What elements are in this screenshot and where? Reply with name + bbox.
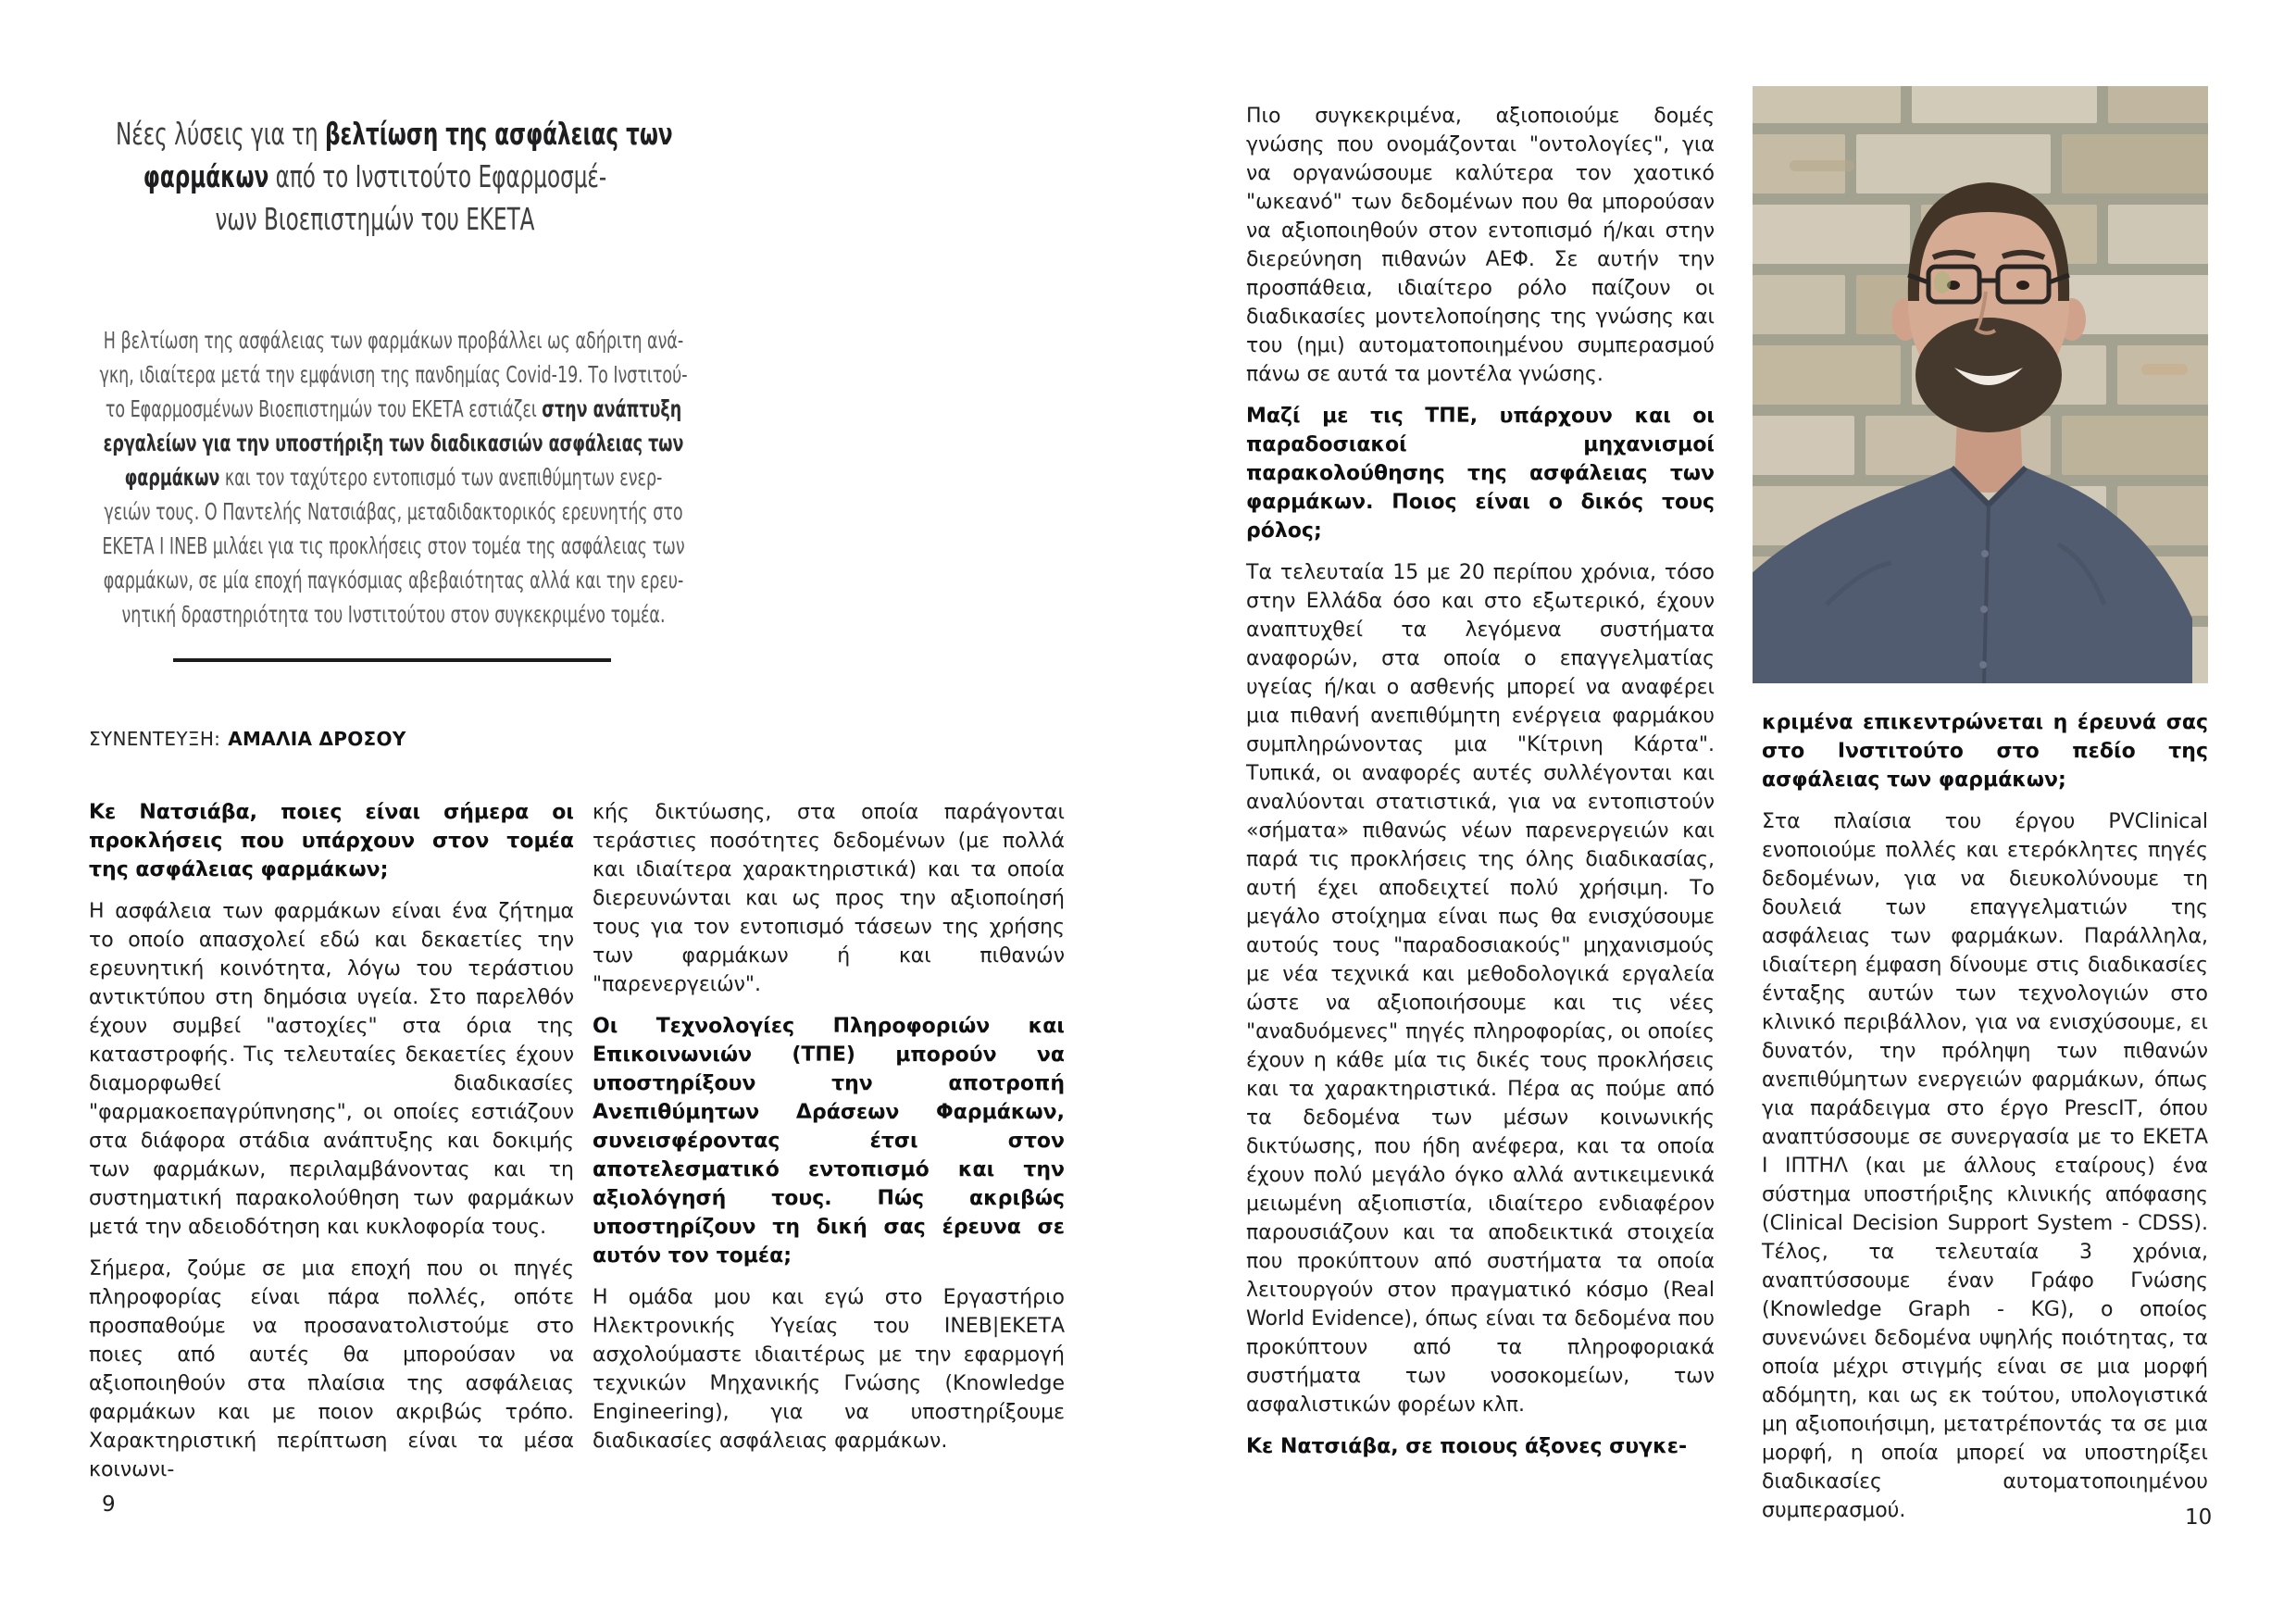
- paragraph: Τα τελευταία 15 με 20 περίπου χρόνια, τόσο στην Ελλάδα όσο και στο εξωτερικό, έχουν αναπτυχθεί τα λεγόμενα συστήματα αναφορών, στα οποία ο επαγγελματίας υγείας ή/και ο ασθενής μπορεί να αναφέρει μια πιθανή ανεπιθύμητη ενέργεια φαρμάκου συμπληρώνοντας μια "Κίτρινη Κάρτα". Τυπικά, οι αναφορές αυτές συλλέγονται και αναλύονται στατιστικά, για να εντοπιστούν «σήματα» πιθανώς νέων παρενεργειών και παρά τις προκλήσεις της όλης διαδικασίας, αυτή έχει αποδειχτεί πολύ χρήσιμη. Το μεγάλο στοίχημα είναι πως θα ενισχύσουμε αυτούς τους "παραδοσιακούς" μηχανισμούς με νέα τεχνικά και μεθοδολογικά εργαλεία ώστε να αξιοποιήσουμε και τις νέες "αναδυόμενες" πηγές πληροφορίας, οι οποίες έχουν η κάθε μία τις δικές τους προκλήσεις και τα χαρακτηριστικά. Πέρα ας πούμε από τα δεδομένα των μέσων κοινωνικής δικτύωσης, που ήδη ανέφερα, και τα οποία έχουν πολύ μεγάλο όγκο αλλά αντικειμενικά μειωμένη αξιοπιστία, ιδιαίτερο ενδιαφέρον παρουσιάζουν και τα αποδεικτικά στοιχεία που προκύπτουν από συστήματα τα οποία λειτουργούν στον πραγματικό κόσμο (Real World Evidence), όπως είναι τα δεδομένα που προκύπτουν από τα πληροφοριακά συστήματα των νοσοκομείων, των ασφαλιστικών φορέων κλπ.: [1246, 561, 1715, 1417]
- paragraph: Στα πλαίσια του έργου PVClinical ενοποιούμε πολλές και ετερόκλητες πηγές δεδομένων, για να διευκολύνουμε τη δουλειά των επαγγελματιών της ασφάλειας των φαρμάκων. Παράλληλα, ιδιαίτερη έμφαση δίνουμε στις διαδικασίες ένταξης αυτών των τεχνολογιών στο κλινικό περιβάλλον, για να ενισχύσουμε, ει δυνατόν, την πρόληψη των πιθανών ανεπιθύμητων ενεργειών φαρμάκων, όπως για παράδειγμα στο έργο PrescIT, όπου αναπτύσσουμε σε συνεργασία με το ΕΚΕΤΑ Ι ΙΠΤΗΛ (και με άλλους εταίρους) ένα σύστημα υποστήριξης κλινικής απόφασης (Clinical Decision Support System - CDSS). Τέλος, τα τελευταία 3 χρόνια, αναπτύσσουμε έναν Γράφο Γνώσης (Knowledge Graph - KG), ο οποίος συνενώνει δεδομένα υψηλής ποιότητας, τα οποία μέχρι στιγμής είναι σε μια μορφή αδόμητη, και ως εκ τούτου, υπολογιστικά μη αξιοποιήσιμη, μετατρέποντάς τα σε μια μορφή, η οποία μπορεί να υποστηρίξει διαδικασίες αυτοματοποιημένου συμπερασμού.: [1762, 810, 2208, 1522]
- column-1: [89, 798, 574, 1497]
- paragraph: Σήμερα, ζούμε σε μια εποχή που οι πηγές πληροφορίας είναι πάρα πολλές, οπότε προσπαθούμε να προσανατολιστούμε στο ποιες από αυτές θα μπορούσαν να αξιοποιηθούν στα πλαίσια της ασφάλειας φαρμάκων και με ποιον ακριβώς τρόπο. Χαρακτηριστική περίπτωση είναι τα μέσα κοινωνι-: [89, 1257, 574, 1481]
- question-heading: κριμένα επικεντρώνεται η έρευνά σας στο Ινστιτούτο στο πεδίο της ασφάλειας των φαρμάκων;: [1762, 711, 2208, 792]
- text-line: εργαλείων για την υποστήριξη των διαδικασιών ασφάλειας των: [103, 430, 684, 456]
- text-line: φαρμάκων, σε μία εποχή παγκόσμιας αβεβαιότητας αλλά και την ερευ-: [103, 567, 684, 593]
- lead-paragraph: [76, 323, 711, 631]
- paragraph: Πιο συγκεκριμένα, αξιοποιούμε δομές γνώσης που ονομάζονται "οντολογίες", για να οργανώσουμε καλύτερα τον χαοτικό "ωκεανό" των δεδομένων που θα μπορούσαν να αξιοποιηθούν στον εντοπισμό ή/και στην διερεύνηση πιθανών ΑΕΦ. Σε αυτήν την προσπάθεια, ιδιαίτερο ρόλο παίζουν οι διαδικασίες μοντελοποίησης της γνώσης και του (ημι) αυτοματοποιημένου συμπερασμού πάνω σε αυτά τα μοντέλα γνώσης.: [1246, 105, 1715, 386]
- text-line: φαρμάκων και τον ταχύτερο εντοπισμό των ανεπιθύμητων ενερ-: [124, 464, 663, 491]
- question-heading: Κε Νατσιάβα, ποιες είναι σήμερα οι προκλήσεις που υπάρχουν στον τομέα της ασφάλειας φαρμάκων;: [89, 801, 574, 881]
- text-line: το Εφαρμοσμένων Βιοεπιστημών του ΕΚΕΤΑ εστιάζει στην ανάπτυξη: [105, 395, 682, 422]
- byline-author: ΑΜΑΛΙΑ ΔΡΟΣΟΥ: [228, 728, 406, 750]
- question-heading: Οι Τεχνολογίες Πληροφοριών και Επικοινωνιών (ΤΠΕ) μπορούν να υποστηρίξουν την αποτροπή Ανεπιθύμητων Δράσεων Φαρμάκων, συνεισφέροντας έτσι στον αποτελεσματικό εντοπισμό και την αξιολόγησή τους. Πώς ακριβώς υποστηρίζουν τη δική σας έρευνα σε αυτόν τον τομέα;: [593, 1015, 1065, 1268]
- text-line: γειών τους. Ο Παντελής Νατσιάβας, μεταδιδακτορικός ερευνητής στο: [104, 498, 683, 525]
- text-line: Νέες λύσεις για τη βελτίωση της ασφάλειας των: [116, 116, 673, 152]
- text-line: νων Βιοεπιστημών του ΕΚΕΤΑ: [215, 201, 535, 237]
- text-line: Η βελτίωση της ασφάλειας των φαρμάκων προβάλλει ως αδήριτη ανά-: [103, 327, 684, 354]
- column-3: [1246, 102, 1715, 1474]
- question-heading: Κε Νατσιάβα, σε ποιους άξονες συγκε-: [1246, 1435, 1688, 1458]
- article-title: [116, 113, 673, 241]
- question-heading: Μαζί με τις ΤΠΕ, υπάρχουν και οι παραδοσιακοί μηχανισμοί παρακολούθησης της ασφάλειας των φαρμάκων. Ποιος είναι ο δικός τους ρόλος;: [1246, 405, 1715, 543]
- column-2: [593, 798, 1065, 1468]
- text-line: ΕΚΕΤΑ Ι ΙΝΕΒ μιλάει για τις προκλήσεις στον τομέα της ασφάλειας των: [102, 532, 685, 559]
- column-4: [1762, 708, 2208, 1538]
- byline: [89, 728, 406, 750]
- portrait-photo: [1753, 86, 2208, 683]
- divider-rule: [173, 658, 611, 662]
- page-number-left: 9: [102, 1493, 116, 1517]
- byline-label: ΣΥΝΕΝΤΕΥΞΗ:: [89, 728, 221, 750]
- text-line: φαρμάκων από το Ινστιτούτο Εφαρμοσμέ-: [143, 158, 607, 194]
- paragraph: Η ομάδα μου και εγώ στο Εργαστήριο Ηλεκτρονικής Υγείας του ΙΝΕΒ|ΕΚΕΤΑ ασχολούμαστε ιδιαιτέρως με την εφαρμογή τεχνικών Μηχανικής Γνώσης (Knowledge Engineering), για να υποστηρίξουμε διαδικασίες ασφάλειας φαρμάκων.: [593, 1286, 1065, 1453]
- page-number-right: 10: [2185, 1505, 2213, 1530]
- paragraph: κής δικτύωσης, στα οποία παράγονται τεράστιες ποσότητες δεδομένων (με πολλά και ιδιαίτερα χαρακτηριστικά) και τα οποία διερευνώνται και ως προς την αξιοποίησή τους για τον εντοπισμό τάσεων της χρήσης των φαρμάκων ή και πιθανών "παρενεργειών".: [593, 801, 1065, 996]
- text-line: γκη, ιδιαίτερα μετά την εμφάνιση της πανδημίας Covid-19. Το Ινστιτού-: [99, 361, 688, 388]
- paragraph: Η ασφάλεια των φαρμάκων είναι ένα ζήτημα το οποίο απασχολεί εδώ και δεκαετίες την ερευνητική κοινότητα, λόγω του τεράστιου αντικτύπου στη δημόσια υγεία. Στο παρελθόν έχουν συμβεί "αστοχίες" στα όρια της καταστροφής. Τις τελευταίες δεκαετίες έχουν διαμορφωθεί διαδικασίες "φαρμακοεπαγρύπνησης", οι οποίες εστιάζουν στα διάφορα στάδια ανάπτυξης και δοκιμής των φαρμάκων, περιλαμβάνοντας και τη συστηματική παρακολούθηση των φαρμάκων μετά την αδειοδότηση και κυκλοφορία τους.: [89, 900, 574, 1239]
- text-line: νητική δραστηριότητα του Ινστιτούτου στον συγκεκριμένο τομέα.: [121, 601, 666, 628]
